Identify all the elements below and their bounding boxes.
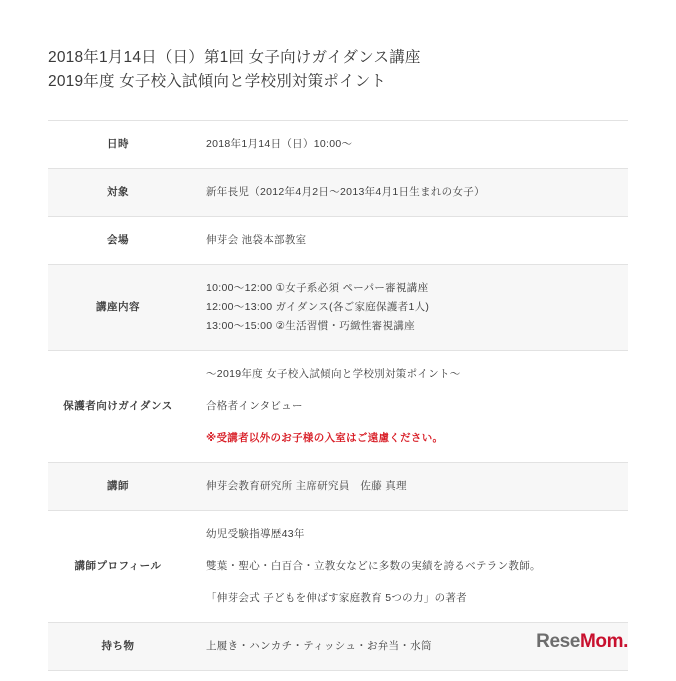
- value-line: 10:00～12:00 ①女子系必須 ペーパー審視講座: [206, 282, 429, 294]
- value-line: 伸芽会教育研究所 主席研究員 佐藤 真理: [206, 480, 407, 492]
- table-row: [48, 511, 628, 623]
- resemom-logo: [536, 631, 628, 653]
- event-details-table: [48, 120, 628, 671]
- row-value: [188, 511, 628, 623]
- value-line: 13:00～15:00 ②生活習慣・巧緻性審視講座: [206, 320, 415, 332]
- row-label: 講師: [107, 480, 129, 492]
- page-title-line-1: 2018年1月14日（日）第1回 女子向けガイダンス講座: [48, 49, 421, 66]
- row-label: 会場: [107, 234, 129, 246]
- value-line: 上履き・ハンカチ・ティッシュ・お弁当・水筒: [206, 640, 432, 652]
- row-value: [188, 121, 628, 169]
- value-line: 雙葉・聖心・白百合・立教女などに多数の実績を誇るベテラン教師。: [206, 560, 541, 572]
- table-row: [48, 463, 628, 511]
- row-value: [188, 217, 628, 265]
- page-title-line-2: 2019年度 女子校入試傾向と学校別対策ポイント: [48, 73, 387, 90]
- row-label: 講座内容: [96, 301, 140, 313]
- row-value: [188, 463, 628, 511]
- logo-dot: .: [623, 631, 628, 652]
- logo-part-2: Mom: [579, 631, 624, 652]
- table-row: [48, 265, 628, 351]
- value-line: ～2019年度 女子校入試傾向と学校別対策ポイント～: [206, 368, 461, 380]
- row-value: [188, 351, 628, 463]
- table-row: [48, 121, 628, 169]
- table-row: [48, 217, 628, 265]
- table-row: [48, 169, 628, 217]
- value-line: 2018年1月14日（日）10:00～: [206, 138, 353, 150]
- row-value: [188, 265, 628, 351]
- value-line: 新年長児（2012年4月2日～2013年4月1日生まれの女子）: [206, 186, 485, 198]
- value-line: 12:00～13:00 ガイダンス(各ご家庭保護者1人): [206, 301, 430, 313]
- row-label: 保護者向けガイダンス: [63, 400, 173, 412]
- value-line: 伸芽会 池袋本部教室: [206, 234, 307, 246]
- row-label: 講師プロフィール: [74, 560, 162, 572]
- value-line-warning: ※受講者以外のお子様の入室はご遠慮ください。: [206, 432, 444, 444]
- logo-part-1: Rese: [536, 631, 580, 652]
- event-details-body: [48, 121, 628, 671]
- page-title: [48, 46, 628, 94]
- row-label: 日時: [107, 138, 129, 150]
- value-line: 合格者インタビュー: [206, 400, 303, 412]
- row-label: 持ち物: [101, 640, 135, 652]
- value-line: 「伸芽会式 子どもを伸ばす家庭教育 5つの力」の著者: [206, 592, 467, 604]
- table-row: [48, 351, 628, 463]
- row-label: 対象: [107, 186, 129, 198]
- row-value: [188, 169, 628, 217]
- value-line: 幼児受験指導歴43年: [206, 528, 305, 540]
